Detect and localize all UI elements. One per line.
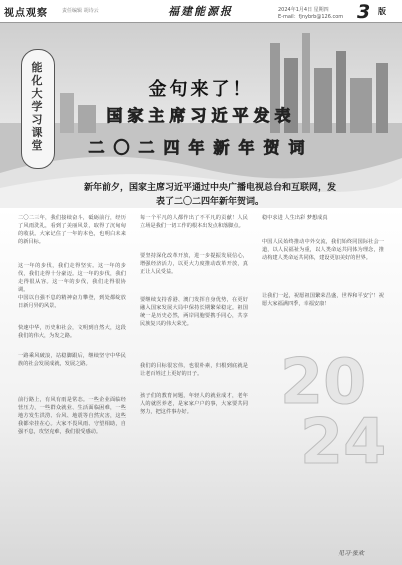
date-line: 2024年1月4日 星期四 bbox=[278, 7, 329, 13]
paragraph: 让我们一起，祝愿祖国繁荣昌盛，世界和平安宁！祝愿大家福满四季，幸福安康！ bbox=[262, 293, 384, 307]
page-suffix: 版 bbox=[378, 7, 386, 16]
paragraph: 我们的目标很宏伟，也很朴素，归根到底就是让老百姓过上更好的日子。 bbox=[140, 363, 248, 377]
paragraph: 这一年的步伐，我们走得坚实。这一年的步伐，我们走得十分豪迈。这一年的步伐，我们走得很从容。这一年的步伐，我们走得很协调。 bbox=[18, 263, 126, 293]
paragraph: 中国以自强不息的精神奋力攀登，到处都绽放日新月异的风景。 bbox=[18, 295, 126, 309]
editor-line: 责任编辑 胡诗云 bbox=[62, 8, 99, 14]
paragraph: 中国人民始终推动中外交流，我们始终同国际社会一道，以人民福祉为重，以人类命运共同体为理念，推动构建人类命运共同体，建设更加美好的世界。 bbox=[262, 239, 384, 261]
svg-text:24: 24 bbox=[300, 405, 387, 468]
paper-name: 福建能源报 bbox=[168, 5, 233, 18]
lead-paragraph: 新年前夕，国家主席习近平通过中央广播电视总台和互联网，发表了二〇二四年新年贺词。 bbox=[83, 183, 336, 207]
page-header bbox=[0, 0, 402, 23]
paragraph: 要继续支持香港、澳门发挥自身优势，在更好融入国家发展大局中保持长期繁荣稳定。祖国统一是历史必然，两岸同胞要携手同心，共享民族复兴的伟大荣光。 bbox=[140, 297, 248, 327]
paragraph: 二〇二三年，我们接续奋斗，砥砺前行，经历了风雨洗礼，看到了美丽风景，取得了沉甸甸的收获。大家记住了一年的本色，也明白未来的新目标。 bbox=[18, 215, 126, 245]
contact-line: E-mail：fjnybrb@126.com bbox=[278, 14, 344, 20]
paragraph: 要坚持深化改革开放，进一步提振发展信心，增强经济活力，以更大力度推动改革开放，真正让人民受益。 bbox=[140, 253, 248, 275]
svg-text:20: 20 bbox=[280, 345, 367, 418]
paragraph: 孩子们的教育问题，年轻人的就业成才，老年人的就医养老，是家家户户的事，大家要共同努力，把这件事办好。 bbox=[140, 393, 248, 415]
paragraph: 快速中华，历史和社会，文明到自然大，这段我们的伟大，为发之路。 bbox=[18, 325, 126, 339]
paragraph: 前行路上，有风有雨是常态。一些企业面临经营压力，一些群众就业、生活面临困难，一些地方发生洪涝、台风、地震等自然灾害，这些我都牵挂在心。大家不畏风雨、守望相助，自强不息，攻坚克难，我们很受感动。 bbox=[18, 397, 126, 435]
section-title: 视点观察 bbox=[4, 8, 48, 19]
headline-line-3: 二〇二四年新年贺词 bbox=[88, 138, 314, 157]
article-body bbox=[0, 208, 402, 565]
headline-line-2: 国家主席习近平发表 bbox=[106, 106, 296, 125]
paragraph: 稳中求进 人生出彩 梦想成真 bbox=[262, 215, 328, 221]
headline-banner bbox=[0, 23, 402, 208]
paragraph: 每一个平凡的人都作出了不平凡的贡献！人民立场是我们一切工作的根本出发点和落脚点。 bbox=[140, 215, 248, 229]
headline-line-1: 金句来了！ bbox=[148, 79, 254, 100]
badge-label: 能化大学习课堂 bbox=[31, 61, 43, 152]
paragraph: 一路乘风破浪，站稳脚跟后，继续坚守中华民族的社会发展成就，发展之路。 bbox=[18, 353, 126, 367]
photo-credit: 见习·张欢 bbox=[338, 550, 364, 557]
page-number: 3 bbox=[357, 1, 371, 23]
year-2024-decoration bbox=[270, 308, 400, 468]
